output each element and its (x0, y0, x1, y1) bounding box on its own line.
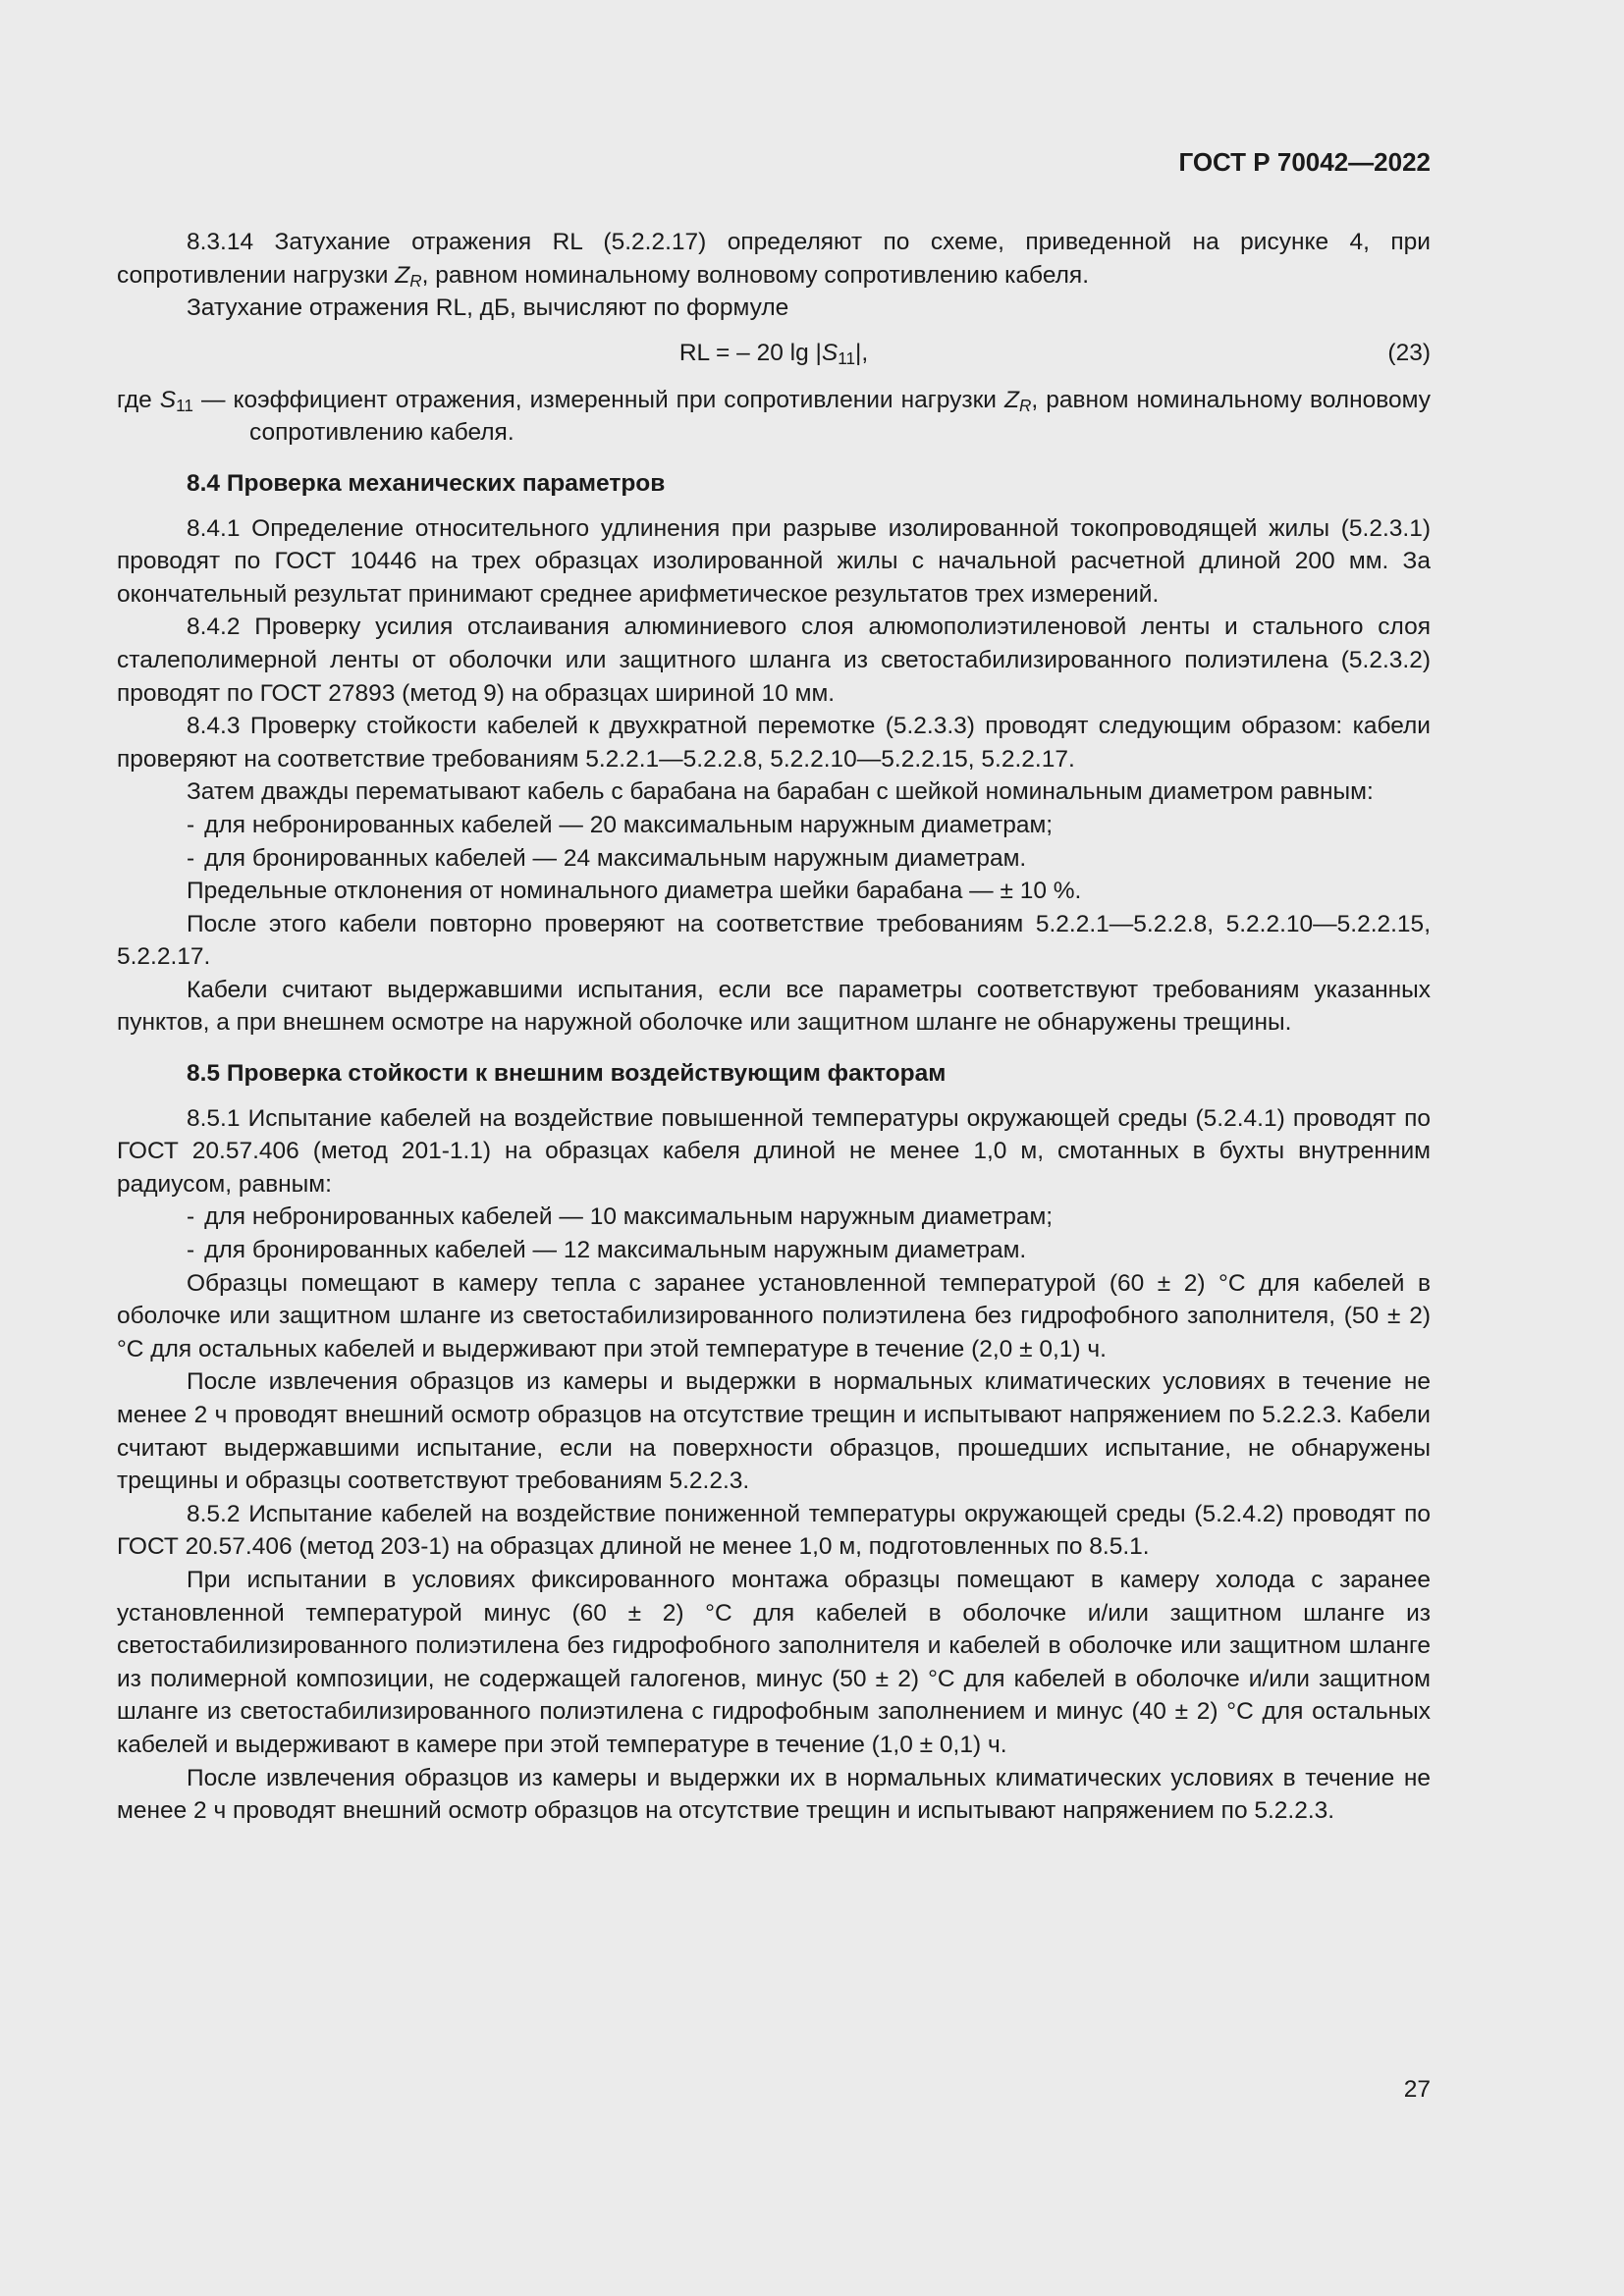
paragraph: После извлечения образцов из камеры и выдержки их в нормальных климатических условиях в течение не менее 2 ч проводят внешний осмотр образцов на отсутствие трещин и испытывают напряжением по 5.2.2.3. (117, 1764, 1431, 1825)
formula-23 (117, 331, 1431, 376)
symbol-z: Z (395, 261, 410, 289)
paragraph: 8.4.3 Проверку стойкости кабелей к двухкратной перемотке (5.2.3.3) проводят следующим образом: кабели проверяют на соответствие требованиям 5.2.2.1—5.2.2.8, 5.2.2.10—5.2.2.15, 5.2.2.17. (117, 713, 1431, 773)
paragraph: 8.4.2 Проверку усилия отслаивания алюминиевого слоя алюмополиэтиленовой ленты и стального слоя сталеполимерной ленты от оболочки или защитного шланга из светостабилизированного полиэтилена (5.2.3.2) проводят по ГОСТ 27893 (метод 9) на образцах шириной 10 мм. (117, 614, 1431, 707)
paragraph: Кабели считают выдержавшими испытания, если все параметры соответствуют требованиям указанных пунктов, а при внешнем осмотре на наружной оболочке или защитном шланге не обнаружены трещины. (117, 976, 1431, 1037)
formula-where-clause (117, 384, 1431, 450)
text-run: где (117, 386, 160, 413)
formula-number: (23) (1387, 339, 1431, 366)
list-item (117, 1234, 1431, 1267)
paragraph: Затем дважды перематывают кабель с барабана на барабан с шейкой номинальным диаметром равным: (187, 778, 1374, 806)
list-item-text: для бронированных кабелей — 24 максимальным наружным диаметрам. (204, 844, 1027, 872)
list-item (117, 842, 1431, 876)
list-item-text: для небронированных кабелей — 10 максимальным наружным диаметрам; (204, 1203, 1054, 1231)
paragraph: Образцы помещают в камеру тепла с заранее установленной температурой (60 ± 2) °С для кабелей в оболочке или защитном шланге из светостабилизированного полиэтилена без гидрофобного заполнителя, (50 ± 2) °С для остальных кабелей и выдерживают при этой температуре в течение (2,0 ± 0,1) ч. (117, 1269, 1431, 1362)
page-content (117, 226, 1431, 1828)
paragraph: 8.5.2 Испытание кабелей на воздействие пониженной температуры окружающей среды (5.2.4.2) проводят по ГОСТ 20.57.406 (метод 203-1) на образцах длиной не менее 1,0 м, подготовленных по 8.5.1. (117, 1500, 1431, 1561)
formula-intro: Затухание отражения RL, дБ, вычисляют по формуле (187, 294, 789, 322)
subscript-11: 11 (838, 347, 856, 368)
list-item (117, 809, 1431, 842)
list-dash: - (187, 1237, 195, 1264)
list-item (117, 1201, 1431, 1234)
paragraph: При испытании в условиях фиксированного монтажа образцы помещают в камеру холода с заранее установленной температурой минус (60 ± 2) °С для кабелей в оболочке и/или защитном шланге из светостабилизированного полиэтилена без гидрофобного заполнителя и кабелей в оболочке или защитном шланге из полимерной композиции, не содержащей галогенов, минус (50 ± 2) °С для кабелей в оболочке и/или защитном шланге из светостабилизированного полиэтилена с гидрофобным заполнением и минус (40 ± 2) °С для остальных кабелей и выдерживают в камере при этой температуре в течение (1,0 ± 0,1) ч. (117, 1566, 1431, 1758)
subscript-r: R (409, 270, 422, 291)
list-dash: - (187, 844, 195, 872)
text-run: , равном номинальному волновому сопротивлению кабеля. (421, 261, 1089, 289)
list-dash: - (187, 1203, 195, 1231)
text-run: — коэффициент отражения, измеренный при сопротивлении нагрузки (192, 386, 1005, 413)
formula-expression (117, 331, 1431, 376)
text-run: , равном номинальному волновому сопротивлению кабеля. (249, 386, 1431, 447)
symbol-z: Z (1004, 386, 1019, 413)
paragraph: После извлечения образцов из камеры и выдержки в нормальных климатических условиях в течение не менее 2 ч проводят внешний осмотр образцов на отсутствие трещин и испытывают напряжением по 5.2.2.3. Кабели считают выдержавшими испытание, если на поверхности образцов, прошедших испытание, не обнаружены трещины и образцы соответствуют требованиям 5.2.2.3. (117, 1368, 1431, 1495)
text-run: 8.3.14 Затухание отражения RL (5.2.2.17) определяют по схеме, приведенной на рисунке 4, при сопротивлении нагрузки (117, 229, 1431, 289)
list-item-text: для бронированных кабелей — 12 максимальным наружным диаметрам. (204, 1237, 1027, 1264)
symbol-s: S (159, 386, 177, 413)
symbol-s: S (821, 339, 839, 366)
paragraph-8-3-14 (117, 226, 1431, 292)
list-item-text: для небронированных кабелей — 20 максимальным наружным диаметрам; (204, 811, 1054, 838)
paragraph: Предельные отклонения от номинального диаметра шейки барабана — ± 10 %. (187, 878, 1082, 905)
subscript-r: R (1018, 395, 1032, 415)
list-dash: - (187, 811, 195, 838)
formula-right: |, (855, 339, 869, 366)
paragraph: 8.4.1 Определение относительного удлинения при разрыве изолированной токопроводящей жилы (5.2.3.1) проводят по ГОСТ 10446 на трех образцах изолированной жилы с начальной расчетной длиной 200 мм. За окончательный результат принимают среднее арифметическое результатов трех измерений. (117, 514, 1431, 608)
paragraph: 8.5.1 Испытание кабелей на воздействие повышенной температуры окружающей среды (5.2.4.1) проводят по ГОСТ 20.57.406 (метод 201-1.1) на образцах кабеля длиной не менее 1,0 м, смотанных в бухты внутренним радиусом, равным: (117, 1104, 1431, 1198)
subscript-11: 11 (176, 395, 193, 415)
section-heading-8-5: 8.5 Проверка стойкости к внешним воздействующим факторам (187, 1060, 947, 1088)
paragraph: После этого кабели повторно проверяют на соответствие требованиям 5.2.2.1—5.2.2.8, 5.2.2.10—5.2.2.15, 5.2.2.17. (117, 910, 1431, 971)
formula-left: RL = – 20 lg | (678, 339, 822, 366)
page-number: 27 (1403, 2076, 1431, 2103)
standard-header: ГОСТ Р 70042—2022 (1178, 147, 1431, 177)
section-heading-8-4: 8.4 Проверка механических параметров (187, 469, 666, 497)
